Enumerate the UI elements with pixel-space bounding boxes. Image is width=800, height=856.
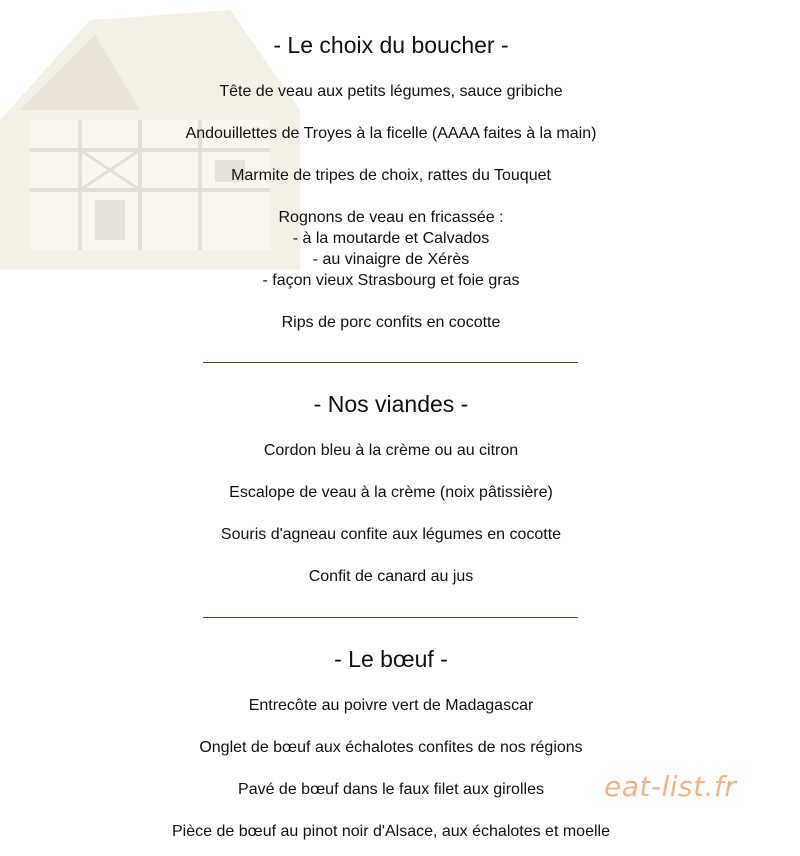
menu-subitem: - au vinaigre de Xérès	[312, 251, 470, 268]
section-title: - Nos viandes -	[313, 391, 469, 417]
menu-item: Onglet de bœuf aux échalotes confites de nos régions	[199, 739, 583, 756]
section-title: - Le choix du boucher -	[273, 32, 509, 58]
menu-item: Rips de porc confits en cocotte	[281, 314, 501, 331]
menu-item: Andouillettes de Troyes à la ficelle (AAAA faites à la main)	[185, 125, 597, 142]
menu-item: Confit de canard au jus	[308, 568, 474, 585]
menu-item: Rognons de veau en fricassée :	[278, 209, 504, 226]
menu-subitem: - à la moutarde et Calvados	[292, 230, 490, 247]
section-title: - Le bœuf -	[334, 646, 448, 672]
menu-item: Souris d'agneau confite aux légumes en cocotte	[220, 526, 562, 543]
section-title-boucher	[0, 31, 782, 59]
section-divider	[203, 362, 578, 363]
menu-item: Entrecôte au poivre vert de Madagascar	[248, 697, 534, 714]
menu-item: Marmite de tripes de choix, rattes du Touquet	[231, 167, 551, 184]
menu-item: Tête de veau aux petits légumes, sauce gribiche	[219, 83, 563, 100]
menu-item: Escalope de veau à la crème (noix pâtissière)	[229, 484, 553, 501]
section-divider	[203, 617, 578, 618]
menu-item: Pièce de bœuf au pinot noir d'Alsace, aux échalotes et moelle	[172, 823, 610, 840]
watermark-text: eat-list.fr	[604, 770, 737, 803]
menu-subitem: - façon vieux Strasbourg et foie gras	[262, 272, 520, 289]
menu-item: Cordon bleu à la crème ou au citron	[263, 442, 519, 459]
menu-item: Pavé de bœuf dans le faux filet aux girolles	[238, 781, 544, 798]
